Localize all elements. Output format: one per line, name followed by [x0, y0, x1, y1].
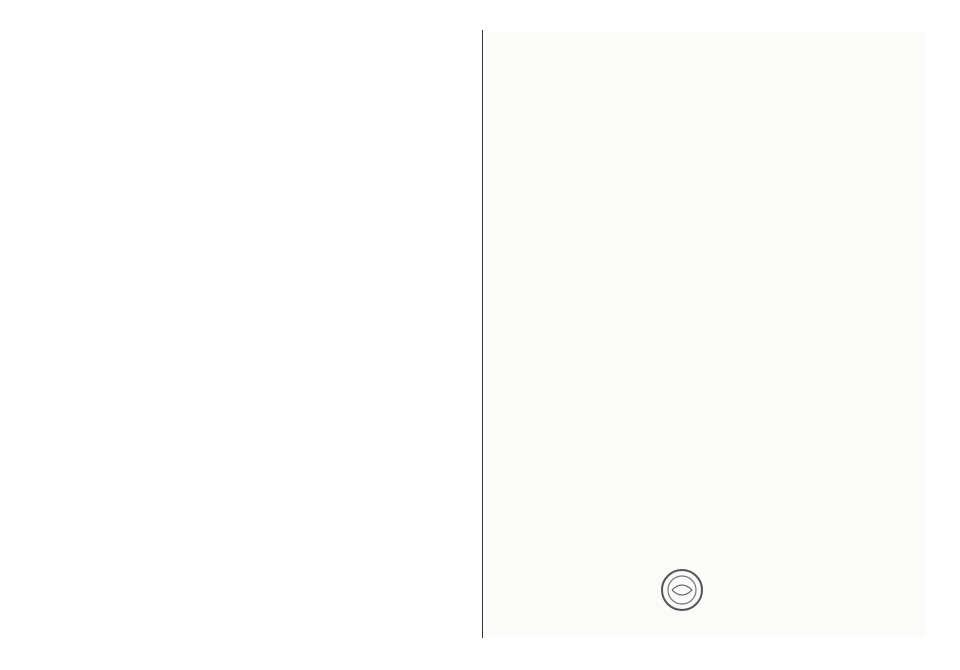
border-left: [0, 28, 26, 642]
mosque-dome-icon: [934, 28, 960, 642]
round-seal-icon: [660, 568, 704, 612]
handwritten-signature: [576, 552, 706, 632]
mosque-dome-icon: [0, 28, 26, 642]
handwriting-strokes: [500, 40, 912, 520]
border-top: [0, 0, 960, 28]
typed-panel: [230, 30, 478, 640]
mosque-dome-icon: [0, 0, 960, 28]
typed-transcript: [30, 30, 478, 640]
border-right: [934, 28, 960, 642]
page-divider: [482, 30, 483, 638]
border-bottom: [0, 642, 960, 670]
mosque-dome-icon: [0, 642, 960, 670]
handwritten-panel: [486, 32, 926, 636]
handwritten-text: [486, 32, 926, 636]
